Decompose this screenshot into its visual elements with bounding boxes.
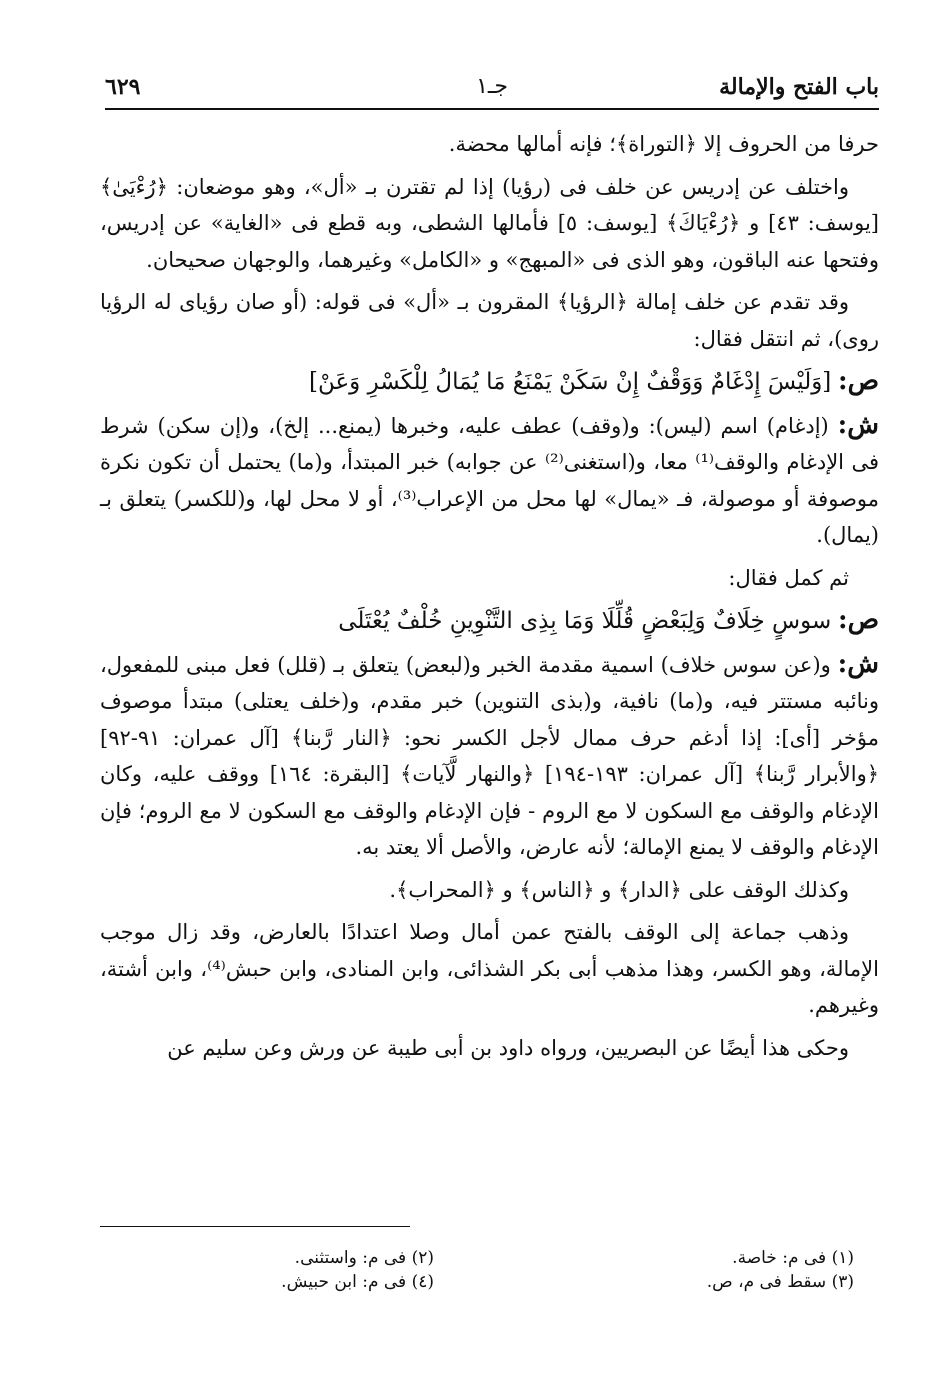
footnote: (٤) فى م: ابن حبيش. bbox=[281, 1272, 434, 1292]
paragraph: وكذلك الوقف على ﴿الدار﴾ و ﴿الناس﴾ و ﴿المحراب﴾. bbox=[389, 877, 849, 902]
commentary-text: و(عن سوس خلاف) اسمية مقدمة الخبر و(لبعض) يتعلق بـ (قلل) فعل مبنى للمفعول، ونائبه مستتر فيه، و(ما) نافية، و(بذى التنوين) خبر مقدم، و(خلف يعتلى) مبتدأ موصوف مؤخر [أى]: إذا أدغم حرف ممال لأجل الكسر نحو: ﴿النار رَّبنا﴾ [آل عمران: ٩١-٩٢] ﴿والأبرار رَّبنا﴾ [آل عمران: ١٩٣-١٩٤] ﴿والنهار لَّآيات﴾ [البقرة: ١٦٤] ووقف عليه، وكان الإدغام والوقف مع السكون لا مع الروم - فإن الإدغام والوقف مع السكون لا مع الروم؛ فإن الإدغام والوقف لا يمنع الإمالة؛ لأنه عارض، والأصل ألا يعتد به. bbox=[100, 652, 880, 859]
paragraph: حرفا من الحروف إلا ﴿التوراة﴾؛ فإنه أمالها محضة. bbox=[448, 132, 879, 156]
paragraph: ثم كمل فقال: bbox=[728, 565, 849, 590]
main-text bbox=[100, 126, 879, 1072]
commentary-text: (إدغام) اسم (ليس): و(وقف) عطف عليه، وخبرها (يمنع... إلخ)، و(إن سكن) شرط فى الإدغام والوقف⁽¹⁾ معا، و(استغنى⁽²⁾ عن جوابه) خبر المبتدأ، و(ما) يحتمل أن تكون نكرة موصوفة أو موصولة، فـ «يمال» لها محل من الإعراب⁽³⁾، أو لا محل لها، و(للكسر) يتعلق بـ (يمال). bbox=[100, 413, 879, 547]
verse-label: ص: bbox=[837, 366, 879, 396]
running-header bbox=[105, 70, 879, 106]
paragraph: واختلف عن إدريس عن خلف فى (رؤيا) إذا لم تقترن بـ «أل»، وهو موضعان: ﴿رُءْيَىٰ﴾ [يوسف: ٤٣] و ﴿رُءْيَاكَ﴾ [يوسف: ٥] فأمالها الشطى، وبه قطع فى «الغاية» عن إدريس، وفتحها عنه الباقون، وهو الذى فى «المبهج» و «الكامل» وغيرهما، والوجهان صحيحان. bbox=[100, 174, 879, 272]
footnote: (١) فى م: خاصة. bbox=[732, 1248, 854, 1268]
header-divider bbox=[105, 108, 879, 110]
volume-label: جـ١ bbox=[476, 74, 508, 99]
footnote: (٢) فى م: واستثنى. bbox=[294, 1248, 434, 1268]
paragraph: وقد تقدم عن خلف إمالة ﴿الرؤيا﴾ المقرون بـ «أل» فى قوله: (أو صان رؤياى له الرؤيا روى)، ثم انتقل فقال: bbox=[100, 290, 879, 351]
footnote: (٣) سقط فى م، ص. bbox=[706, 1272, 854, 1292]
page-number: ٦٢٩ bbox=[105, 74, 141, 100]
verse-text: سوسٍ خِلَافٌ وَلِبَعْضٍ قُلِّلَا وَمَا بِذِى التَّنْوِينِ خُلْفٌ يُعْتَلَى bbox=[338, 608, 832, 634]
verse-line bbox=[100, 363, 879, 401]
paragraph: وحكى هذا أيضًا عن البصريين، ورواه داود بن أبى طيبة عن ورش وعن سليم عن bbox=[167, 1035, 849, 1060]
commentary bbox=[100, 407, 879, 554]
commentary-label: ش: bbox=[837, 648, 879, 679]
commentary bbox=[100, 646, 879, 866]
verse-text: [وَلَيْسَ إِدْغَامٌ وَوَقْفٌ إِنْ سَكَنْ يَمْنَعُ مَا يُمَالُ لِلْكَسْرِ وَعَنْ] bbox=[308, 369, 832, 395]
commentary-label: ش: bbox=[837, 409, 879, 440]
paragraph: وذهب جماعة إلى الوقف بالفتح عمن أمال وصلا اعتدادًا بالعارض، وقد زال موجب الإمالة، وهو الكسر، وهذا مذهب أبى بكر الشذائى، وابن المنادى، وابن حبش⁽⁴⁾، وابن أشتة، وغيرهم. bbox=[100, 920, 879, 1017]
verse-line bbox=[100, 602, 879, 640]
verse-label: ص: bbox=[837, 605, 879, 635]
footnote-divider bbox=[100, 1226, 410, 1227]
chapter-title: باب الفتح والإمالة bbox=[719, 74, 879, 100]
